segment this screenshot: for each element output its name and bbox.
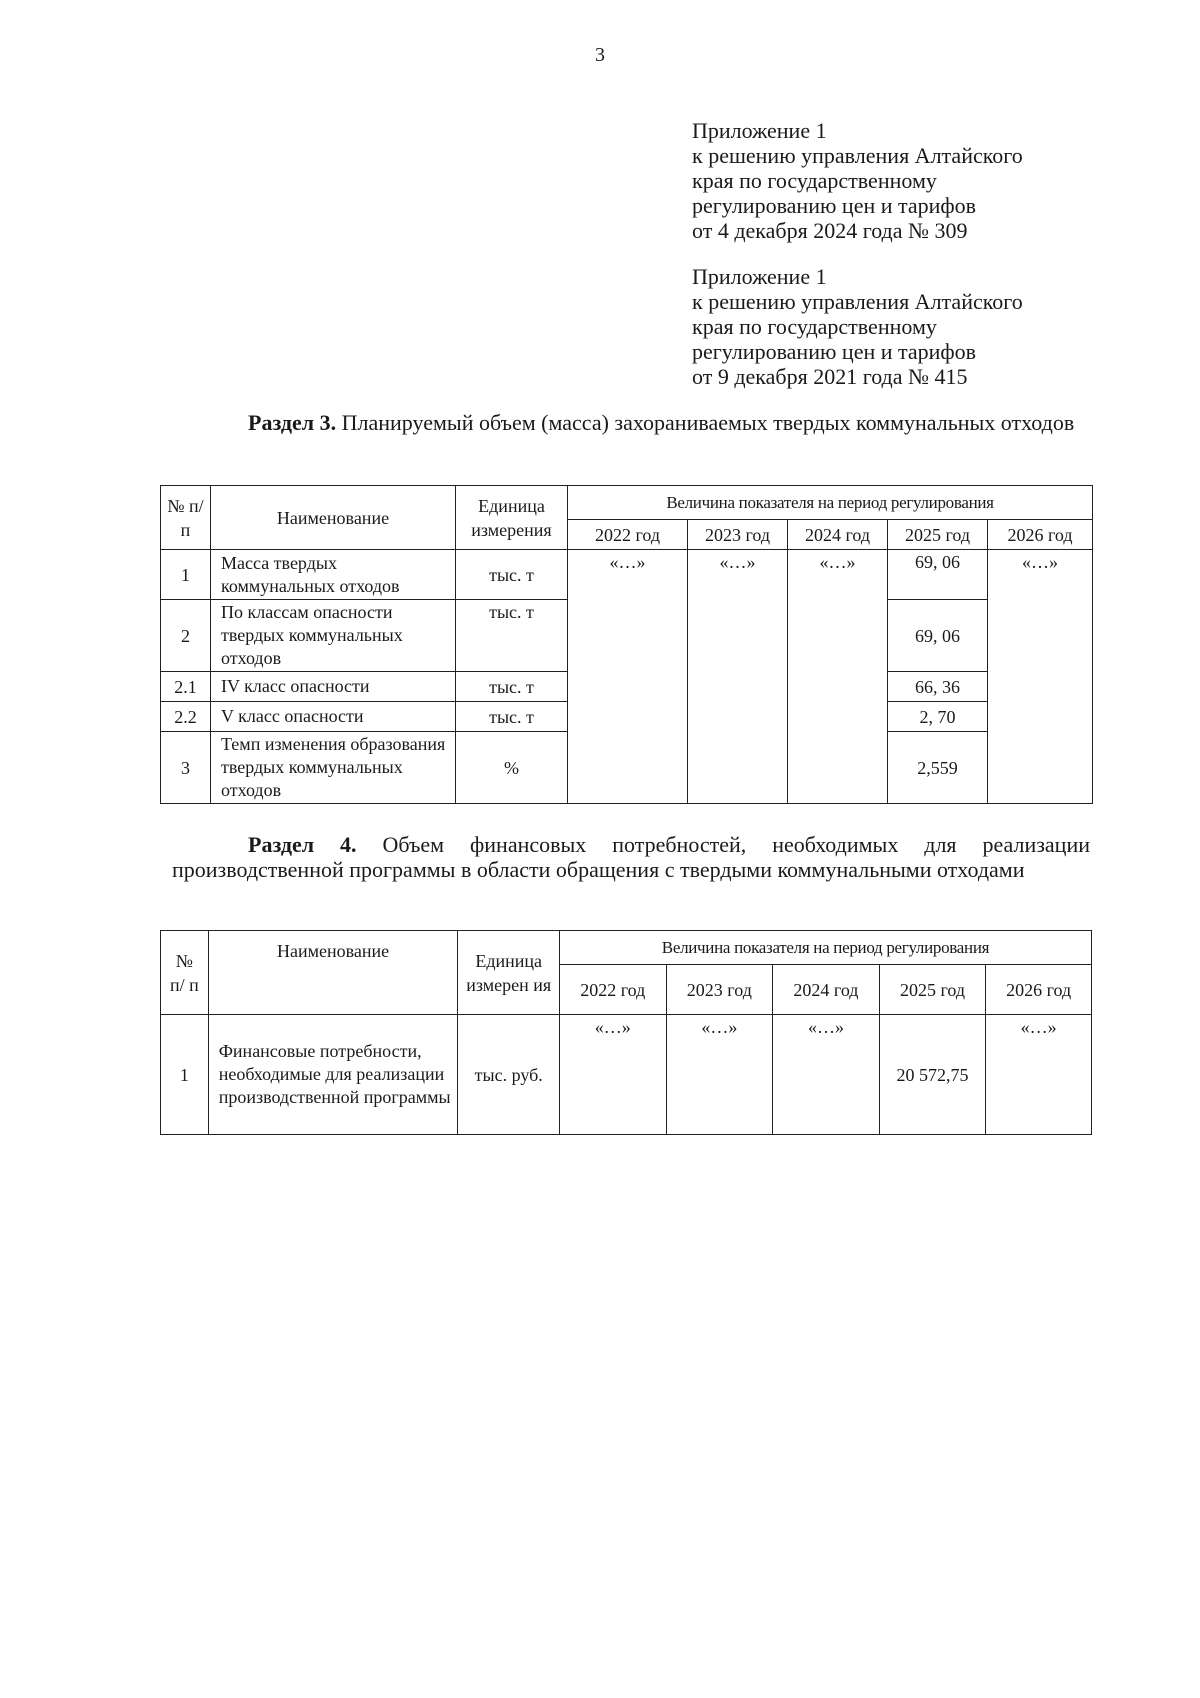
header-unit: Единица измерения xyxy=(456,486,568,550)
value-2022: «…» xyxy=(559,1015,666,1135)
appendix-line: Приложение 1 xyxy=(692,118,827,143)
header-year: 2025 год xyxy=(888,520,988,550)
page-number: 3 xyxy=(595,44,605,66)
table-row xyxy=(161,550,1093,600)
value-2023: «…» xyxy=(666,1015,773,1135)
row-name: Темп изменения образования твердых коммунальных отходов xyxy=(211,732,456,804)
row-unit: тыс. руб. xyxy=(458,1015,560,1135)
value-2023: «…» xyxy=(688,550,788,804)
header-period: Величина показателя на период регулирования xyxy=(568,486,1093,520)
appendix-line: от 4 декабря 2024 года № 309 xyxy=(692,218,968,243)
section-3-title: Планируемый объем (масса) захораниваемых твердых коммунальных отходов xyxy=(341,410,1075,435)
appendix-line: регулированию цен и тарифов xyxy=(692,193,977,218)
row-name: По классам опасности твердых коммунальных отходов xyxy=(211,600,456,672)
section-4-heading xyxy=(172,832,1090,882)
row-name: V класс опасности xyxy=(211,702,456,732)
appendix-line: к решению управления Алтайского xyxy=(692,143,1023,168)
row-name: Финансовые потребности, необходимые для реализации производственной программы xyxy=(208,1015,458,1135)
header-number: № п/п xyxy=(161,486,211,550)
value-2026: «…» xyxy=(986,1015,1092,1135)
value-2025: 20 572,75 xyxy=(879,1015,986,1135)
header-name: Наименование xyxy=(211,486,456,550)
appendix-line: края по государственному xyxy=(692,168,937,193)
row-name: Масса твердых коммунальных отходов xyxy=(211,550,456,600)
appendix-line: края по государственному xyxy=(692,314,937,339)
value-2025: 69, 06 xyxy=(888,550,988,600)
row-unit: % xyxy=(456,732,568,804)
value-2025: 2,559 xyxy=(888,732,988,804)
row-name: IV класс опасности xyxy=(211,672,456,702)
header-year: 2023 год xyxy=(666,965,773,1015)
row-number: 1 xyxy=(161,550,211,600)
header-year: 2026 год xyxy=(986,965,1092,1015)
appendix-current-block xyxy=(692,118,1023,243)
row-unit: тыс. т xyxy=(456,702,568,732)
header-year: 2022 год xyxy=(559,965,666,1015)
header-year: 2022 год xyxy=(568,520,688,550)
appendix-line: от 9 декабря 2021 года № 415 xyxy=(692,364,968,389)
header-number: № п/ п xyxy=(161,931,209,1015)
header-year: 2026 год xyxy=(988,520,1093,550)
value-2025: 2, 70 xyxy=(888,702,988,732)
appendix-original-block xyxy=(692,264,1023,389)
section-4-title: Объем финансовых потребностей, необходимых для реализации производственной программы в области обращения с твердыми коммунальными отходами xyxy=(172,832,1090,882)
value-2025: 66, 36 xyxy=(888,672,988,702)
appendix-line: к решению управления Алтайского xyxy=(692,289,1023,314)
value-2024: «…» xyxy=(788,550,888,804)
row-unit: тыс. т xyxy=(456,672,568,702)
table-row xyxy=(161,1015,1092,1135)
header-year: 2025 год xyxy=(879,965,986,1015)
header-year: 2024 год xyxy=(788,520,888,550)
section-3-label: Раздел 3. xyxy=(248,410,337,435)
row-unit: тыс. т xyxy=(456,550,568,600)
header-year: 2023 год xyxy=(688,520,788,550)
header-name: Наименование xyxy=(208,931,458,1015)
value-2022: «…» xyxy=(568,550,688,804)
value-2024: «…» xyxy=(773,1015,880,1135)
value-2026: «…» xyxy=(988,550,1093,804)
row-number: 2 xyxy=(161,600,211,672)
value-2025: 69, 06 xyxy=(888,600,988,672)
row-number: 2.2 xyxy=(161,702,211,732)
section-4-table xyxy=(160,930,1092,1135)
section-4-label: Раздел 4. xyxy=(248,832,357,857)
row-number: 2.1 xyxy=(161,672,211,702)
header-unit: Единица измерен ия xyxy=(458,931,560,1015)
row-number: 1 xyxy=(161,1015,209,1135)
header-year: 2024 год xyxy=(773,965,880,1015)
row-number: 3 xyxy=(161,732,211,804)
appendix-line: Приложение 1 xyxy=(692,264,827,289)
section-3-heading xyxy=(172,410,1090,435)
section-3-table xyxy=(160,485,1093,804)
header-period: Величина показателя на период регулирования xyxy=(559,931,1091,965)
row-unit: тыс. т xyxy=(456,600,568,672)
appendix-line: регулированию цен и тарифов xyxy=(692,339,977,364)
